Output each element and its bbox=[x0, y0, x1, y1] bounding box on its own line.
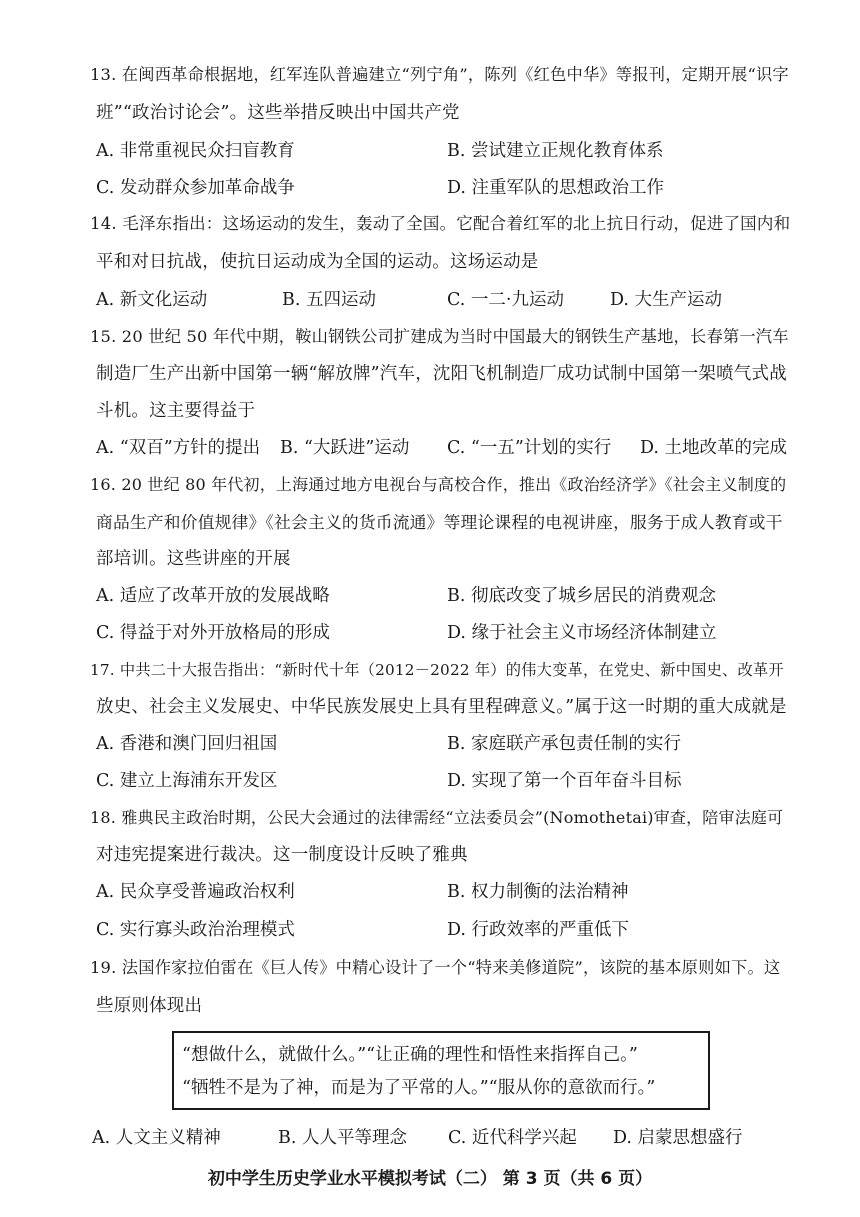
q14-stem-line-1: 14. 毛泽东指出：这场运动的发生，轰动了全国。它配合着红军的北上抗日行动，促进了国内和 bbox=[90, 214, 791, 233]
q17-option-a: A. 香港和澳门回归祖国 bbox=[96, 734, 278, 754]
q17-option-b: B. 家庭联产承包责任制的实行 bbox=[447, 734, 681, 754]
q14-option-d: D. 大生产运动 bbox=[610, 290, 723, 310]
q18-option-b: B. 权力制衡的法治精神 bbox=[447, 882, 629, 902]
q19-stem-line-2: 些原则体现出 bbox=[96, 996, 203, 1016]
q13-option-b: B. 尝试建立正规化教育体系 bbox=[447, 141, 664, 161]
q15-stem-line-3: 斗机。这主要得益于 bbox=[96, 401, 256, 421]
q15-stem-line-1: 15. 20 世纪 50 年代中期，鞍山钢铁公司扩建成为当时中国最大的钢铁生产基地，长春第一汽车 bbox=[90, 327, 789, 346]
q17-stem-line-1: 17. 中共二十大报告指出：“新时代十年（2012－2022 年）的伟大变革，在党史、新中国史、改革开 bbox=[90, 661, 784, 679]
q19-option-d: D. 启蒙思想盛行 bbox=[613, 1128, 743, 1148]
q18-option-d: D. 行政效率的严重低下 bbox=[447, 920, 630, 940]
q16-option-a: A. 适应了改革开放的发展战略 bbox=[96, 586, 330, 606]
q18-option-a: A. 民众享受普遍政治权利 bbox=[96, 882, 295, 902]
q17-stem-line-2: 放史、社会主义发展史、中华民族发展史上具有里程碑意义。”属于这一时期的重大成就是 bbox=[96, 697, 787, 717]
q14-option-b: B. 五四运动 bbox=[282, 290, 376, 310]
q19-option-a: A. 人文主义精神 bbox=[92, 1128, 221, 1148]
q19-option-c: C. 近代科学兴起 bbox=[448, 1128, 577, 1148]
q13-stem-line-1: 13. 在闽西革命根据地，红军连队普遍建立“列宁角”，陈列《红色中华》等报刊，定期开展“识字 bbox=[90, 65, 789, 84]
q15-option-a: A. “双百”方针的提出 bbox=[96, 438, 261, 458]
q13-stem-line-2: 班”“政治讨论会”。这些举措反映出中国共产党 bbox=[96, 103, 460, 123]
q16-option-b: B. 彻底改变了城乡居民的消费观念 bbox=[447, 586, 716, 606]
q16-option-d: D. 缘于社会主义市场经济体制建立 bbox=[447, 623, 717, 643]
q16-option-c: C. 得益于对外开放格局的形成 bbox=[96, 623, 330, 643]
q16-stem-line-1: 16. 20 世纪 80 年代初，上海通过地方电视台与高校合作，推出《政治经济学》《社会主义制度的 bbox=[90, 475, 787, 494]
page-footer: 初中学生历史学业水平模拟考试（二） 第 3 页（共 6 页） bbox=[207, 1169, 653, 1189]
q16-stem-line-2: 商品生产和价值规律》《社会主义的货币流通》等理论课程的电视讲座，服务于成人教育或干 bbox=[96, 512, 783, 532]
q15-option-c: C. “一五”计划的实行 bbox=[447, 438, 612, 458]
q18-option-c: C. 实行寡头政治治理模式 bbox=[96, 920, 295, 940]
q19-stem-line-1: 19. 法国作家拉伯雷在《巨人传》中精心设计了一个“特来美修道院”，该院的基本原则如下。这 bbox=[90, 958, 781, 977]
q16-stem-line-3: 部培训。这些讲座的开展 bbox=[96, 549, 291, 569]
q18-stem-line-1: 18. 雅典民主政治时期，公民大会通过的法律需经“立法委员会”(Nomothetai)审查，陪审法庭可 bbox=[90, 808, 784, 827]
q19-option-b: B. 人人平等理念 bbox=[278, 1128, 407, 1148]
q15-option-b: B. “大跃进”运动 bbox=[280, 438, 410, 458]
q17-option-c: C. 建立上海浦东开发区 bbox=[96, 771, 278, 791]
quote-line-1: “想做什么，就做什么。”“让正确的理性和悟性来指挥自己。” bbox=[182, 1045, 638, 1065]
q18-stem-line-2: 对违宪提案进行裁决。这一制度设计反映了雅典 bbox=[96, 845, 468, 865]
q13-option-d: D. 注重军队的思想政治工作 bbox=[447, 178, 665, 198]
q13-option-a: A. 非常重视民众扫盲教育 bbox=[96, 141, 295, 161]
q13-option-c: C. 发动群众参加革命战争 bbox=[96, 178, 295, 198]
q17-option-d: D. 实现了第一个百年奋斗目标 bbox=[447, 771, 682, 791]
quote-box bbox=[172, 1031, 710, 1110]
quote-line-2: “牺牲不是为了神，而是为了平常的人。”“服从你的意欲而行。” bbox=[182, 1078, 656, 1098]
q15-stem-line-2: 制造厂生产出新中国第一辆“解放牌”汽车，沈阳飞机制造厂成功试制中国第一架喷气式战 bbox=[96, 364, 787, 384]
q14-stem-line-2: 平和对日抗战，使抗日运动成为全国的运动。这场运动是 bbox=[96, 252, 539, 272]
q15-option-d: D. 土地改革的完成 bbox=[640, 438, 788, 458]
q14-option-a: A. 新文化运动 bbox=[96, 290, 208, 310]
q14-option-c: C. 一二·九运动 bbox=[447, 290, 564, 310]
